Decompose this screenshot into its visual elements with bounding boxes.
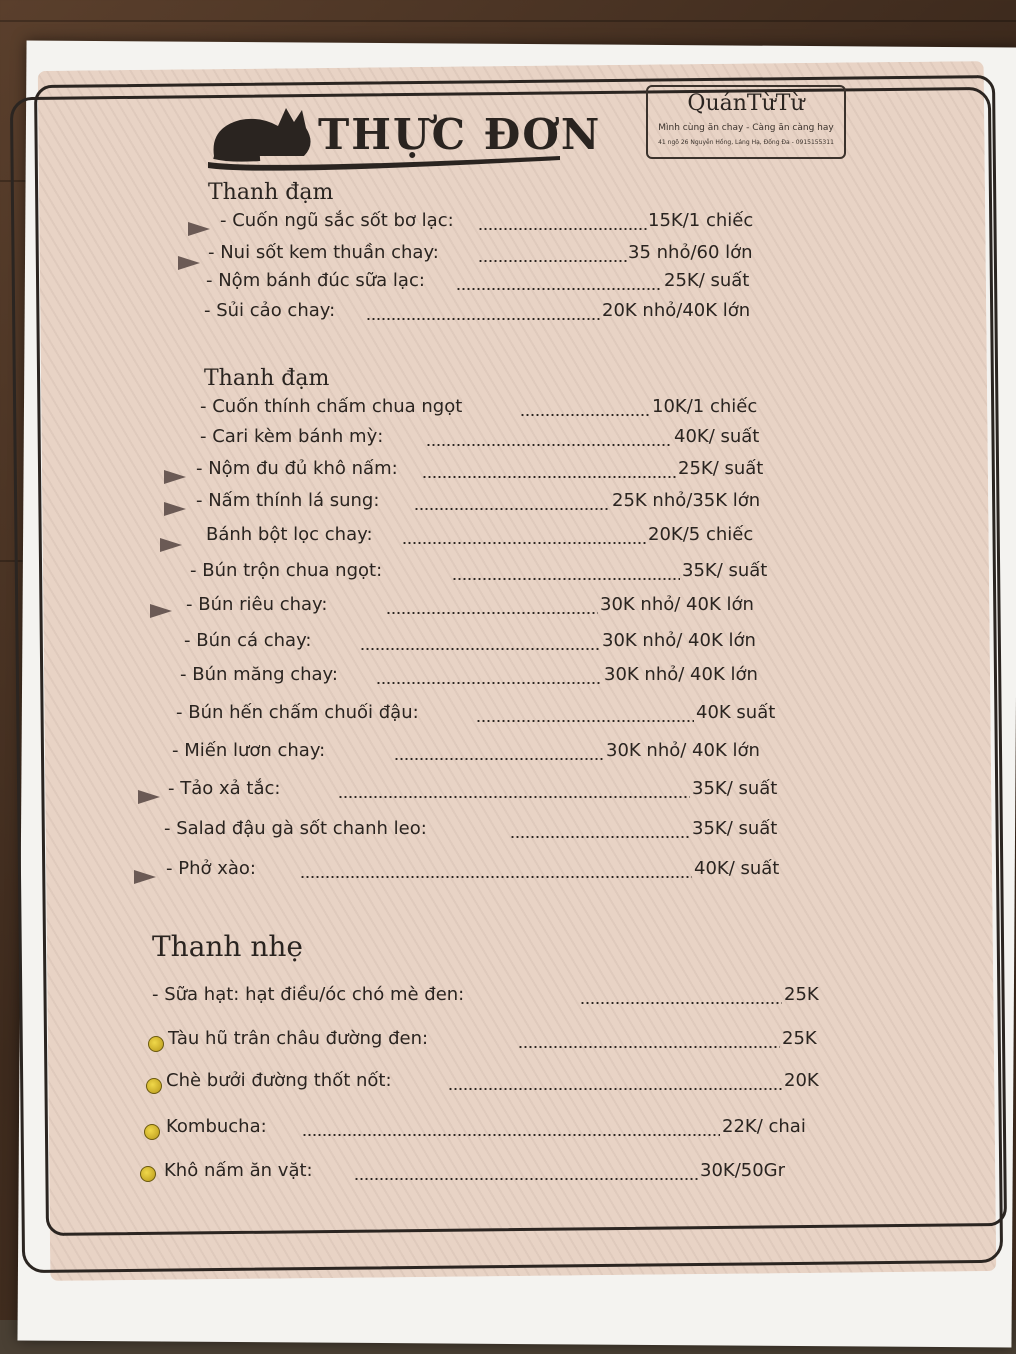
item-price: 30K nhỏ/ 40K lớn	[604, 664, 758, 685]
item-name: - Phở xào:	[166, 858, 256, 879]
dot-leader	[338, 796, 690, 798]
menu-item	[200, 426, 780, 456]
dot-leader	[366, 318, 600, 320]
dot-leader	[426, 444, 672, 446]
item-name: Khô nấm ăn vặt:	[164, 1160, 313, 1181]
menu-item	[186, 594, 786, 624]
item-name: - Cuốn thính chấm chua ngọt	[200, 396, 463, 417]
item-price: 25K/ suất	[664, 270, 750, 291]
item-name: Bánh bột lọc chay:	[206, 524, 373, 545]
item-name: - Bún măng chay:	[180, 664, 338, 685]
dot-leader	[302, 1134, 720, 1136]
item-name: - Cuốn ngũ sắc sốt bơ lạc:	[220, 210, 454, 231]
menu-item	[164, 1160, 844, 1190]
item-price: 30K nhỏ/ 40K lớn	[600, 594, 754, 615]
section-heading: Thanh nhẹ	[152, 930, 304, 963]
item-price: 40K/ suất	[674, 426, 760, 447]
item-name: - Bún riêu chay:	[186, 594, 328, 615]
item-price: 30K nhỏ/ 40K lớn	[606, 740, 760, 761]
menu-item	[204, 300, 764, 330]
coin-bullet-icon	[148, 1036, 164, 1052]
dot-leader	[448, 1088, 782, 1090]
item-price: 20K nhỏ/40K lớn	[602, 300, 751, 321]
menu-item	[168, 1028, 848, 1058]
menu-item	[180, 664, 790, 694]
item-name: Kombucha:	[166, 1116, 267, 1137]
coin-bullet-icon	[140, 1166, 156, 1182]
wood-grain	[0, 20, 1016, 22]
item-price: 40K suất	[696, 702, 776, 723]
menu-item	[152, 984, 832, 1014]
dot-leader	[376, 682, 602, 684]
item-price: 15K/1 chiếc	[648, 210, 754, 231]
item-name: - Nộm đu đủ khô nấm:	[196, 458, 398, 479]
triangle-bullet-icon	[178, 256, 200, 270]
item-name: - Tảo xả tắc:	[168, 778, 281, 799]
menu-item	[196, 458, 776, 488]
dot-leader	[402, 542, 646, 544]
item-price: 25K/ suất	[678, 458, 764, 479]
dot-leader	[518, 1046, 780, 1048]
triangle-bullet-icon	[188, 222, 210, 236]
menu-item	[184, 630, 784, 660]
menu-item	[206, 270, 766, 300]
logo-address: 41 ngõ 26 Nguyễn Hồng, Láng Hạ, Đống Đa - 0915155311	[658, 139, 834, 146]
item-price: 35K/ suất	[682, 560, 768, 581]
item-name: - Bún cá chay:	[184, 630, 312, 651]
dot-leader	[354, 1178, 698, 1180]
item-name: Tàu hũ trân châu đường đen:	[168, 1028, 429, 1049]
page-title: THỰC ĐƠN	[318, 110, 602, 159]
dot-leader	[386, 612, 598, 614]
logo-name: QuánTừTừ	[687, 91, 805, 116]
item-name: - Sữa hạt: hạt điều/óc chó mè đen:	[152, 984, 465, 1005]
item-price: 35K/ suất	[692, 818, 778, 839]
item-price: 10K/1 chiếc	[652, 396, 758, 417]
item-price: 35 nhỏ/60 lớn	[628, 242, 753, 263]
item-name: - Sủi cảo chay:	[204, 300, 336, 321]
item-name: - Bún trộn chua ngọt:	[190, 560, 383, 581]
triangle-bullet-icon	[150, 604, 172, 618]
menu-item	[220, 210, 780, 240]
coin-bullet-icon	[146, 1078, 162, 1094]
menu-item	[168, 778, 808, 808]
item-price: 25K	[782, 1028, 817, 1049]
menu-item	[166, 1116, 846, 1146]
menu-item	[166, 858, 806, 888]
dot-leader	[452, 578, 680, 580]
triangle-bullet-icon	[164, 470, 186, 484]
logo-tagline: Mình cùng ăn chay - Càng ăn càng hay	[658, 123, 834, 133]
dot-leader	[478, 260, 628, 262]
dot-leader	[478, 228, 648, 230]
item-price: 30K/50Gr	[700, 1160, 786, 1181]
triangle-bullet-icon	[160, 538, 182, 552]
menu-item	[206, 524, 786, 554]
item-name: - Bún hến chấm chuối đậu:	[176, 702, 419, 723]
menu-item	[164, 818, 804, 848]
dot-leader	[414, 508, 610, 510]
dot-leader	[456, 288, 661, 290]
section-heading: Thanh đạm	[208, 180, 334, 205]
menu-item	[166, 1070, 846, 1100]
item-name: - Nộm bánh đúc sữa lạc:	[206, 270, 425, 291]
dot-leader	[394, 758, 604, 760]
menu-item	[200, 396, 780, 426]
section-heading: Thanh đạm	[204, 366, 330, 391]
menu-item	[196, 490, 776, 520]
item-name: - Salad đậu gà sốt chanh leo:	[164, 818, 427, 839]
dot-leader	[520, 414, 650, 416]
item-price: 25K nhỏ/35K lớn	[612, 490, 761, 511]
menu-item	[176, 702, 796, 732]
item-price: 40K/ suất	[694, 858, 780, 879]
triangle-bullet-icon	[138, 790, 160, 804]
dot-leader	[510, 836, 690, 838]
item-price: 20K	[784, 1070, 819, 1091]
triangle-bullet-icon	[164, 502, 186, 516]
menu-item	[208, 242, 768, 272]
menu-item	[172, 740, 802, 770]
dot-leader	[422, 476, 676, 478]
item-price: 22K/ chai	[722, 1116, 806, 1137]
item-price: 30K nhỏ/ 40K lớn	[602, 630, 756, 651]
triangle-bullet-icon	[134, 870, 156, 884]
dot-leader	[300, 876, 692, 878]
dot-leader	[476, 720, 694, 722]
menu-item	[190, 560, 790, 590]
item-price: 20K/5 chiếc	[648, 524, 754, 545]
item-price: 35K/ suất	[692, 778, 778, 799]
dot-leader	[360, 648, 600, 650]
item-name: - Cari kèm bánh mỳ:	[200, 426, 384, 447]
item-name: - Miến lươn chay:	[172, 740, 326, 761]
item-name: - Nui sốt kem thuần chay:	[208, 242, 439, 263]
coin-bullet-icon	[144, 1124, 160, 1140]
item-name: - Nấm thính lá sung:	[196, 490, 380, 511]
item-price: 25K	[784, 984, 819, 1005]
dot-leader	[580, 1002, 782, 1004]
item-name: Chè bưởi đường thốt nốt:	[166, 1070, 392, 1091]
restaurant-logo	[646, 85, 846, 159]
